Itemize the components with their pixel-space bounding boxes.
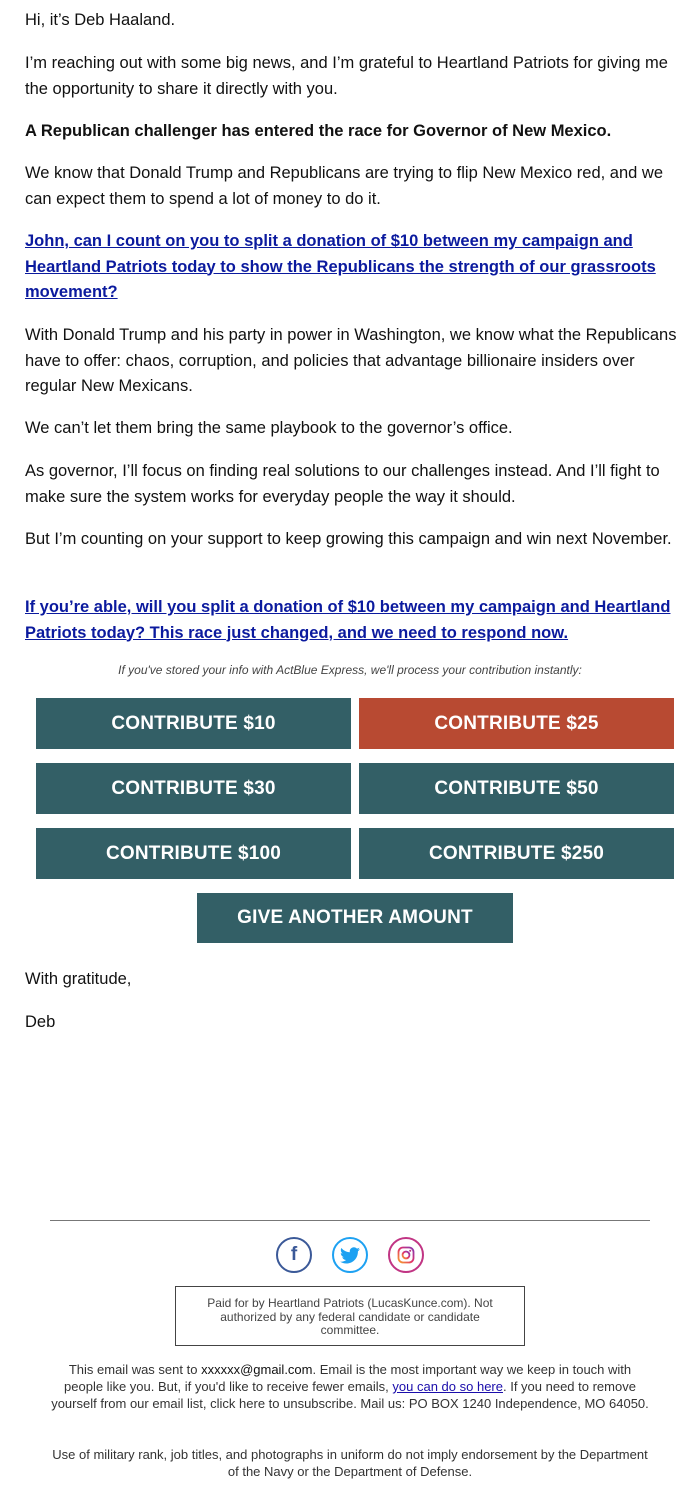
contribute-250-button[interactable]: CONTRIBUTE $250 xyxy=(359,828,674,879)
contribute-25-button[interactable]: CONTRIBUTE $25 xyxy=(359,698,674,749)
instagram-icon xyxy=(397,1246,415,1264)
footer-sent-mid: . Email is the most important way we keep in touch with people like you. But, if you'd like to receive fewer emails, xyxy=(64,1362,632,1394)
military-disclaimer: Use of military rank, job titles, and photographs in uniform do not imply endorsement by the Department of the Navy or the Department of Defense. xyxy=(52,1447,648,1479)
footer-sent-suffix: . If you need to remove yourself from our email list, click here to unsubscribe. Mail us: PO BOX 1240 Independence, MO 64050. xyxy=(51,1379,649,1411)
fewer-emails-link[interactable]: you can do so here xyxy=(392,1379,503,1394)
paragraph-2: With Donald Trump and his party in power in Washington, we know what the Republicans have to offer: chaos, corruption, and policies that advantage billionaire insiders over regular New Mexicans. xyxy=(25,326,677,395)
donate-link-2[interactable]: If you’re able, will you split a donation of $10 between my campaign and Heartland Patriots today? This race just changed, and we need to respond now. xyxy=(25,598,671,642)
headline: A Republican challenger has entered the race for Governor of New Mexico. xyxy=(25,122,612,140)
intro-paragraph: I’m reaching out with some big news, and I’m grateful to Heartland Patriots for giving me the opportunity to share it directly with you. xyxy=(25,54,668,98)
paragraph-3: We can’t let them bring the same playbook to the governor’s office. xyxy=(25,419,513,437)
contribute-50-button[interactable]: CONTRIBUTE $50 xyxy=(359,763,674,814)
paragraph-4: As governor, I’ll focus on finding real solutions to our challenges instead. And I’ll fight to make sure the system works for everyday people the way it should. xyxy=(25,462,660,506)
greeting: Hi, it’s Deb Haaland. xyxy=(25,11,176,29)
recipient-email: xxxxxx@gmail.com xyxy=(201,1362,313,1377)
signoff: With gratitude, xyxy=(25,970,132,988)
footer-sent-prefix: This email was sent to xyxy=(68,1362,202,1377)
paragraph-5: But I’m counting on your support to keep growing this campaign and win next November. xyxy=(25,530,672,548)
facebook-link[interactable] xyxy=(276,1237,312,1273)
twitter-icon xyxy=(340,1247,360,1264)
give-another-amount-button[interactable]: GIVE ANOTHER AMOUNT xyxy=(197,893,513,943)
paid-for-disclaimer: Paid for by Heartland Patriots (LucasKunce.com). Not authorized by any federal candidate or candidate committee. xyxy=(175,1286,525,1346)
footer-email-info xyxy=(50,1361,650,1412)
paragraph-1: We know that Donald Trump and Republicans are trying to flip New Mexico red, and we can expect them to spend a lot of money to do it. xyxy=(25,164,664,208)
contribute-100-button[interactable]: CONTRIBUTE $100 xyxy=(36,828,351,879)
footer-divider xyxy=(50,1220,650,1221)
twitter-link[interactable] xyxy=(332,1237,368,1273)
contribute-30-button[interactable]: CONTRIBUTE $30 xyxy=(36,763,351,814)
instagram-link[interactable] xyxy=(388,1237,424,1273)
signature: Deb xyxy=(25,1013,56,1031)
contribute-10-button[interactable]: CONTRIBUTE $10 xyxy=(36,698,351,749)
facebook-icon: f xyxy=(290,1244,298,1265)
actblue-express-note: If you've stored your info with ActBlue Express, we'll process your contribution instantly: xyxy=(118,663,582,677)
donate-link-1[interactable]: John, can I count on you to split a donation of $10 between my campaign and Heartland Patriots today to show the Republicans the strength of our grassroots movement? xyxy=(25,232,656,301)
